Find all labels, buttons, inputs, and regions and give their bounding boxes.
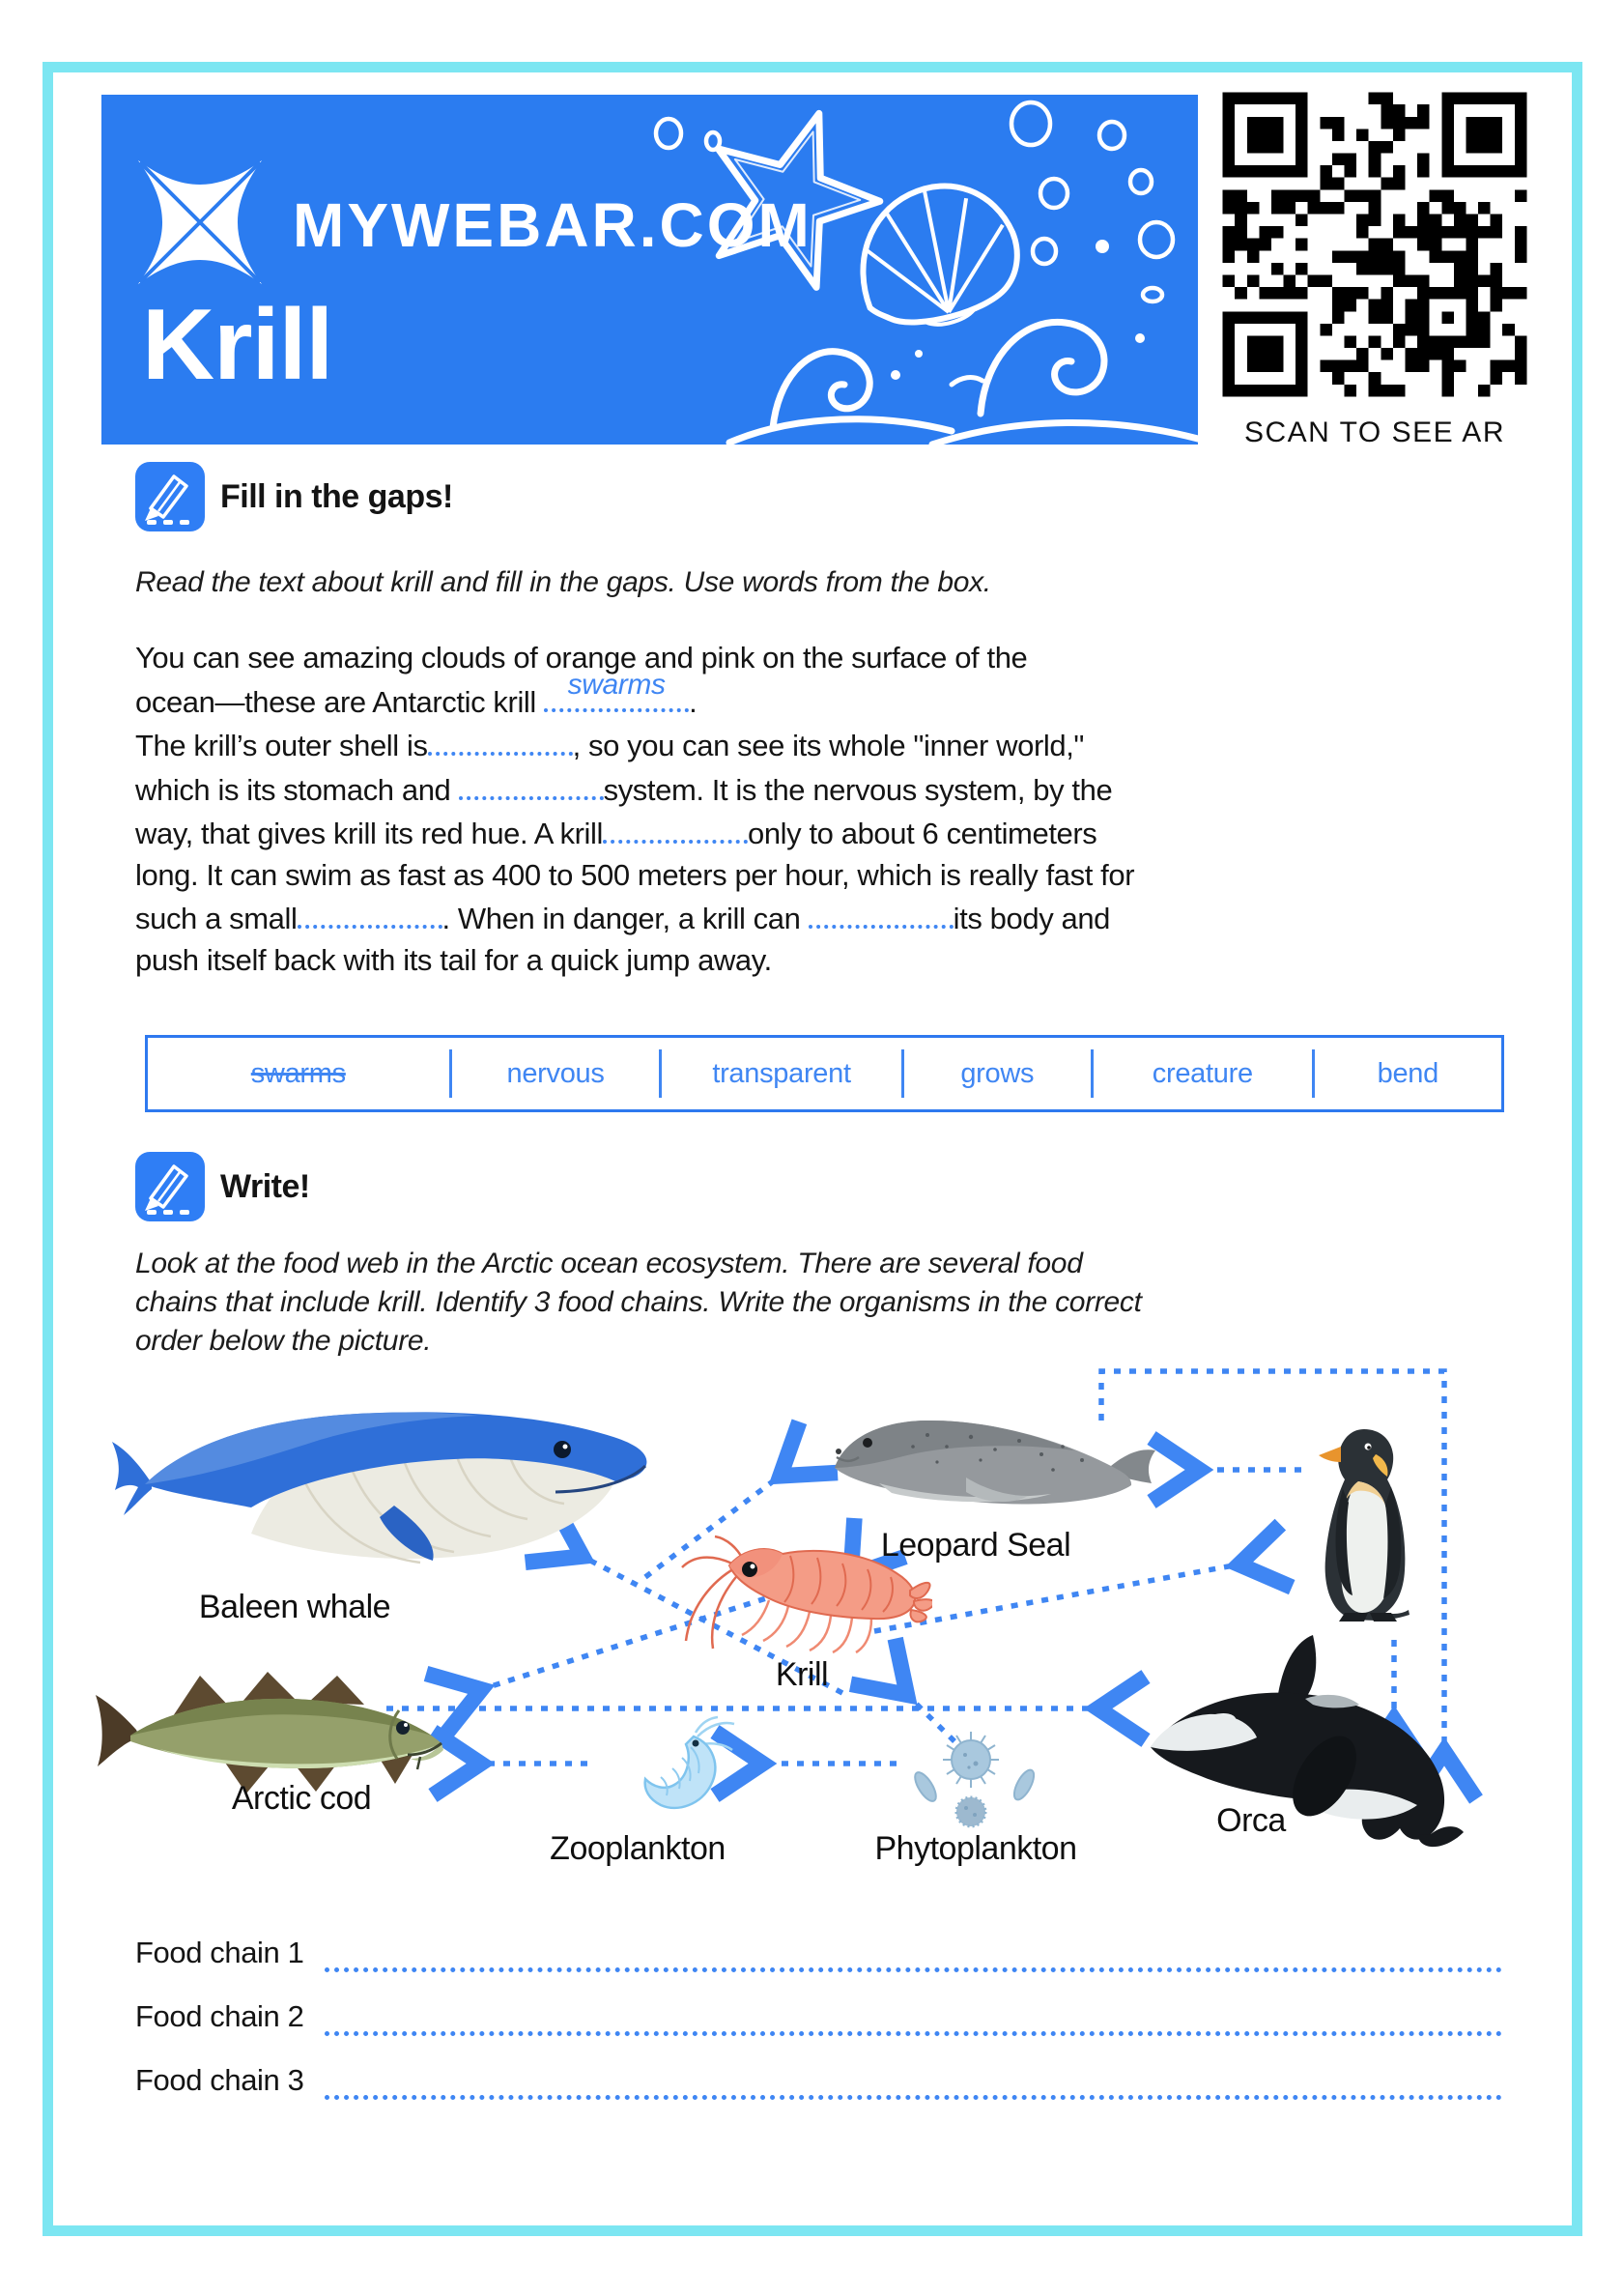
- gap-answer-text: swarms: [567, 669, 666, 701]
- paragraph-text: only to about 6 centimeters: [747, 817, 1097, 850]
- food-web-diagram: [87, 1353, 1546, 1899]
- penguin-illustration: [1314, 1423, 1417, 1622]
- orca-illustration: [1135, 1633, 1464, 1851]
- answer-line[interactable]: [325, 1996, 1502, 2036]
- brand-text: MYWEBAR.COM: [293, 190, 812, 260]
- organism-label: Phytoplankton: [874, 1830, 1077, 1867]
- mywebar-logo-icon: [128, 151, 271, 294]
- qr-code: [1210, 80, 1539, 449]
- page-title: Krill: [142, 289, 333, 401]
- leopard-seal-illustration: [821, 1396, 1159, 1522]
- answer-line[interactable]: [325, 1933, 1502, 1972]
- word-box-item: grows: [960, 1057, 1035, 1089]
- section-title: Fill in the gaps!: [220, 477, 453, 515]
- word-box-item: nervous: [506, 1057, 605, 1089]
- answer-gap[interactable]: [809, 896, 954, 929]
- organism-label: Baleen whale: [198, 1589, 391, 1625]
- krill-illustration: [676, 1527, 932, 1674]
- gap-fill-paragraph: [135, 638, 1507, 981]
- paragraph-text: which is its stomach and: [135, 772, 459, 807]
- starfish-icon: [687, 95, 900, 298]
- section-fill-gaps-header: [135, 462, 453, 531]
- qr-caption: SCAN TO SEE AR: [1244, 416, 1505, 448]
- answer-gap[interactable]: [603, 811, 748, 844]
- paragraph-text: ocean—these are Antarctic krill: [135, 684, 545, 719]
- paragraph-text: its body and: [953, 902, 1111, 935]
- paragraph-text: .: [689, 684, 698, 719]
- organism-label: Krill: [775, 1656, 829, 1693]
- ocean-waves-icon: [729, 322, 1198, 445]
- food-chain-label: Food chain 2: [135, 1999, 304, 2033]
- ocean-decorations: [613, 95, 1198, 445]
- paragraph-text: , so you can see its whole "inner world,": [572, 729, 1085, 762]
- word-box-item: swarms: [250, 1057, 346, 1089]
- pencil-icon: [135, 462, 205, 531]
- section-write-header: [135, 1152, 310, 1221]
- food-chain-label: Food chain 1: [135, 1936, 304, 1969]
- fill-gaps-instruction: Read the text about krill and fill in the gaps. Use words from the box.: [135, 566, 991, 598]
- header-banner: [101, 95, 1198, 445]
- organism-label: Leopard Seal: [880, 1527, 1071, 1564]
- organism-label: Arctic cod: [231, 1780, 372, 1817]
- answer-gap[interactable]: [298, 896, 442, 929]
- food-chain-row: [135, 1996, 1502, 2036]
- food-chain-row: [135, 1933, 1502, 1972]
- paragraph-text: long. It can swim as fast as 400 to 500 meters per hour, which is really fast for: [135, 857, 1135, 892]
- word-box: [145, 1035, 1504, 1112]
- write-instruction: Look at the food web in the Arctic ocean ecosystem. There are several food chains that include krill. Identify 3 food chains. Write the organisms in the correct order below the picture.: [135, 1248, 1142, 1357]
- answer-line[interactable]: [325, 2060, 1502, 2100]
- answer-gap[interactable]: [428, 723, 573, 756]
- word-box-item: bend: [1377, 1057, 1438, 1089]
- organism-label: Orca: [1216, 1802, 1286, 1839]
- food-chain-label: Food chain 3: [135, 2063, 304, 2097]
- pencil-icon: [135, 1152, 205, 1221]
- paragraph-text: The krill’s outer shell is: [135, 729, 428, 762]
- paragraph-text: way, that gives krill its red hue. A krill: [135, 817, 603, 850]
- bubbles-icon: [656, 102, 1173, 301]
- food-chain-row: [135, 2060, 1502, 2100]
- paragraph-text: You can see amazing clouds of orange and pink on the surface of the: [135, 641, 1028, 674]
- word-box-item: creature: [1152, 1057, 1253, 1089]
- organism-label: Zooplankton: [550, 1830, 726, 1867]
- paragraph-text: . When in danger, a krill can: [441, 902, 809, 935]
- paragraph-text: push itself back with its tail for a quick jump away.: [135, 942, 772, 977]
- answer-gap-filled[interactable]: [544, 669, 689, 712]
- answer-gap[interactable]: [459, 767, 604, 800]
- qr-code-image: [1210, 80, 1539, 409]
- section-title: Write!: [220, 1167, 310, 1205]
- paragraph-text: system. It is the nervous system, by the: [603, 772, 1113, 807]
- word-box-item: transparent: [712, 1057, 851, 1089]
- baleen-whale-illustration: [106, 1392, 667, 1585]
- paragraph-text: such a small: [135, 902, 298, 935]
- phytoplankton-illustration: [911, 1723, 1041, 1833]
- zooplankton-illustration: [601, 1715, 739, 1815]
